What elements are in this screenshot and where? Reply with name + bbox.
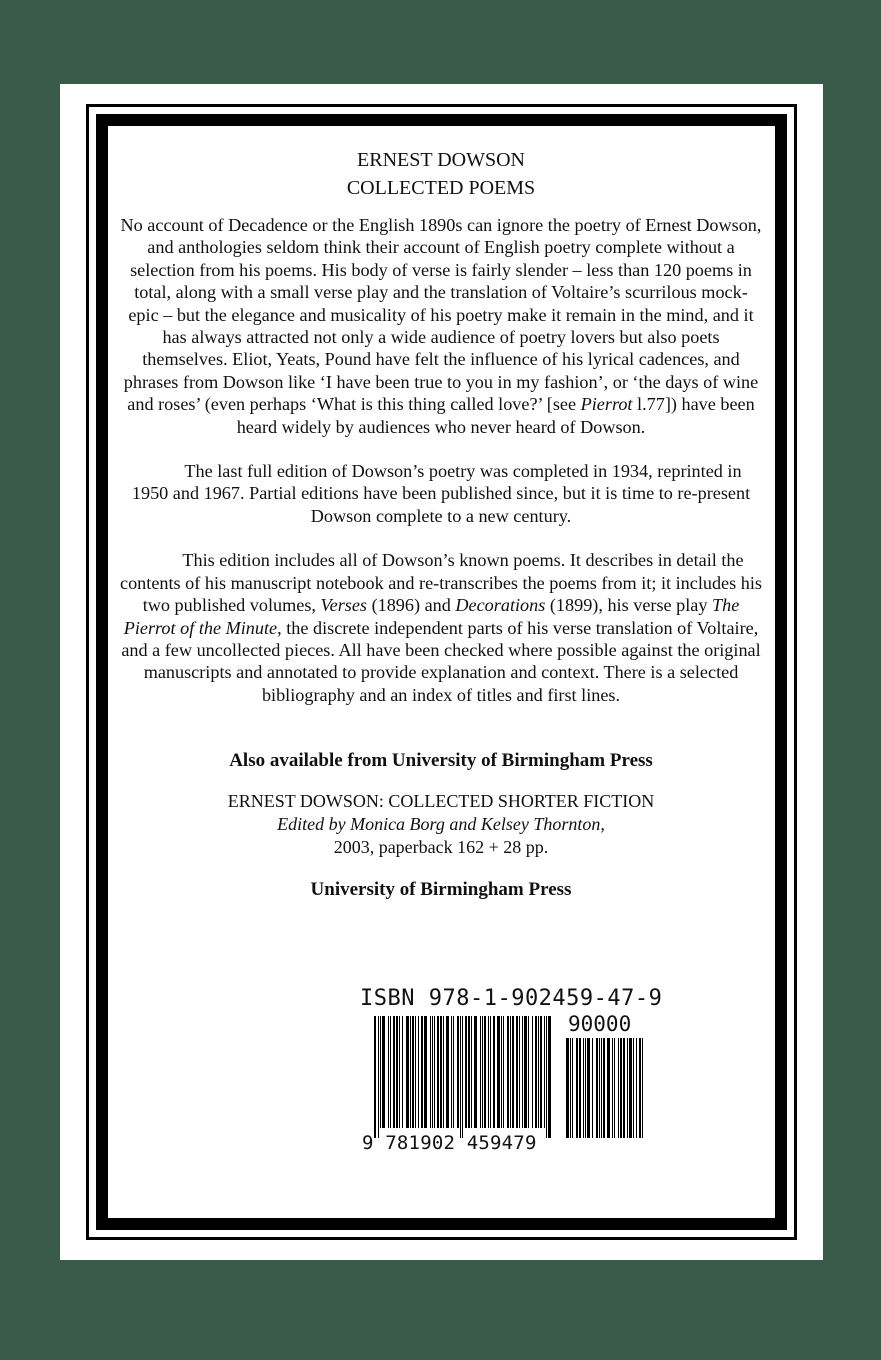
barcode-bar — [440, 1016, 442, 1128]
p1-text: No account of Decadence or the English 1890s can ignore the poetry of Ernest Dowson, and anthologies seldom think their account of English poetry complete without a selection from his poems. His body of verse is fairly slender – less than 120 poems in total, along with a small verse play and the translation of Voltaire’s scurrilous mock-epic – but the elegance and musicality of his poetry make it remain in the mind, and it has always attracted not only a wide audience of poetry lovers but also poets themselves. Eliot, Yeats, Pound have felt the influence of his lyrical cadences, and phrases from Dowson like ‘I have been true to you in my fashion’, or ‘the days of wine and roses’ (even perhaps ‘What is this thing called love?’ [see — [120, 215, 762, 415]
barcode-bar — [437, 1016, 439, 1128]
barcode-bar — [453, 1016, 454, 1128]
addon-bar — [601, 1038, 602, 1138]
p1-end: l.77]) have been heard widely by audiences who never heard of Dowson. — [236, 394, 755, 437]
barcode-bar — [424, 1016, 427, 1128]
barcode-bar — [380, 1016, 381, 1128]
addon-bar — [623, 1038, 625, 1138]
barcode-bar — [524, 1016, 527, 1128]
barcode-bar — [548, 1016, 551, 1138]
barcode-bar — [393, 1016, 395, 1128]
barcode-bar — [474, 1016, 477, 1128]
addon-bars — [566, 1038, 643, 1138]
also-available-heading: Also available from University of Birmingham Press — [229, 750, 653, 772]
addon-bar — [576, 1038, 578, 1138]
addon-digits: 90000 — [568, 1012, 632, 1036]
barcode-bar — [378, 1016, 379, 1138]
addon-bar — [636, 1038, 637, 1138]
barcode-bar — [546, 1016, 547, 1138]
barcode-bar — [512, 1016, 514, 1128]
barcode-bar — [510, 1016, 511, 1128]
barcode-bar — [544, 1016, 545, 1128]
barcode-bar — [382, 1016, 385, 1128]
verses-title: Verses — [320, 595, 368, 616]
barcode-bar — [432, 1016, 433, 1128]
ean-digits: 9 781902 459479 — [362, 1132, 537, 1154]
barcode-bar — [465, 1016, 467, 1128]
isbn-barcode-block — [360, 986, 663, 1166]
addon-bar — [607, 1038, 610, 1138]
also-available-title: ERNEST DOWSON: COLLECTED SHORTER FICTION — [227, 791, 655, 812]
barcode-bar — [497, 1016, 500, 1128]
barcode-bar — [443, 1016, 444, 1128]
pierrot-title: The Pierrot of the Minute — [123, 595, 740, 638]
addon-bar — [583, 1038, 584, 1138]
description-paragraph-2 — [120, 460, 762, 527]
title-line-1: ERNEST DOWSON — [357, 149, 525, 171]
barcode-bar — [522, 1016, 523, 1128]
barcode-bar — [446, 1016, 449, 1128]
publisher-name: University of Birmingham Press — [310, 879, 572, 901]
barcode-bar — [471, 1016, 472, 1128]
addon-bar — [572, 1038, 573, 1138]
addon-bar — [587, 1038, 590, 1138]
addon-bar — [579, 1038, 581, 1138]
barcode-bar — [528, 1016, 529, 1128]
barcode-bar — [540, 1016, 542, 1128]
barcode-bar — [538, 1016, 539, 1128]
p2-text: The last full edition of Dowson’s poetry was completed in 1934, reprinted in 1950 and 1967. Partial editions have been published since, but it is time to re-present Dowson complete to a new century. — [131, 461, 751, 526]
also-available-editors: Edited by Monica Borg and Kelsey Thornton, — [277, 814, 605, 835]
barcode-bar — [406, 1016, 409, 1128]
barcode-bar — [374, 1016, 376, 1138]
barcode-bar — [488, 1016, 489, 1128]
addon-bar — [599, 1038, 600, 1138]
addon-bar — [566, 1038, 569, 1138]
barcode-bar — [396, 1016, 398, 1128]
p3-text-a: This edition includes all of Dowson’s known poems. It describes in detail the contents of his manuscript notebook and re-transcribes the poems from it; it includes his two published volumes, — [120, 550, 762, 616]
addon-bar — [618, 1038, 619, 1138]
addon-bar — [620, 1038, 622, 1138]
p3-text-b: (1896) and — [367, 595, 456, 616]
ean-bars — [374, 1016, 551, 1138]
barcode-bar — [457, 1016, 459, 1128]
barcode-bar — [484, 1016, 486, 1128]
p1-italic: Pierrot — [580, 394, 633, 415]
barcode-bar — [535, 1016, 537, 1128]
barcode-bar — [462, 1016, 463, 1138]
addon-bar — [603, 1038, 605, 1138]
barcode-bar — [390, 1016, 391, 1128]
barcode-bar — [480, 1016, 481, 1128]
addon-bar — [596, 1038, 598, 1138]
barcode-bar — [412, 1016, 414, 1128]
addon-bar — [612, 1038, 613, 1138]
book-title — [120, 136, 762, 202]
barcode-bar — [402, 1016, 403, 1128]
barcode-bar — [415, 1016, 416, 1128]
also-available-details: 2003, paperback 162 + 28 pp. — [333, 837, 549, 858]
barcode-bar — [451, 1016, 452, 1128]
cover-content — [120, 136, 762, 1204]
addon-bar — [642, 1038, 643, 1138]
addon-bar — [570, 1038, 571, 1138]
barcode-bar — [501, 1016, 502, 1128]
p3-text-d: , the discrete independent parts of his verse translation of Voltaire, and a few uncollected pieces. All have been checked where possible against the original manuscripts and annotated to provide explanation and context. There is a selected bibliography and an index of titles and first lines. — [121, 617, 761, 705]
addon-bar — [629, 1038, 632, 1138]
barcode-bar — [532, 1016, 533, 1128]
description-paragraph-1 — [120, 214, 762, 438]
decorations-title: Decorations — [455, 595, 546, 616]
barcode-bar — [418, 1016, 419, 1128]
barcode-bar — [516, 1016, 518, 1128]
barcode-bar — [493, 1016, 495, 1128]
addon-bar — [592, 1038, 593, 1138]
description-paragraph-3 — [120, 549, 762, 706]
barcode-bar — [468, 1016, 470, 1128]
barcode-bar — [430, 1016, 431, 1128]
barcode-bar — [503, 1016, 504, 1128]
addon-bar — [633, 1038, 634, 1138]
barcode-bar — [434, 1016, 435, 1128]
barcode-bar — [519, 1016, 520, 1128]
addon-bar — [614, 1038, 615, 1138]
barcode-bar — [399, 1016, 400, 1128]
isbn-label: ISBN 978-1-902459-47-9 — [360, 986, 663, 1011]
barcode-bar — [482, 1016, 483, 1128]
barcode-bar — [421, 1016, 423, 1128]
addon-bar — [585, 1038, 586, 1138]
p3-text-c: (1899), his verse play — [545, 595, 713, 616]
addon-bar — [627, 1038, 628, 1138]
barcode-bar — [410, 1016, 411, 1128]
back-cover — [60, 84, 823, 1260]
barcode-bar — [507, 1016, 509, 1128]
barcode-bar — [490, 1016, 491, 1128]
barcode-bar — [388, 1016, 389, 1128]
addon-bar — [639, 1038, 641, 1138]
barcode-bar — [460, 1016, 461, 1138]
title-line-2: COLLECTED POEMS — [346, 177, 536, 199]
